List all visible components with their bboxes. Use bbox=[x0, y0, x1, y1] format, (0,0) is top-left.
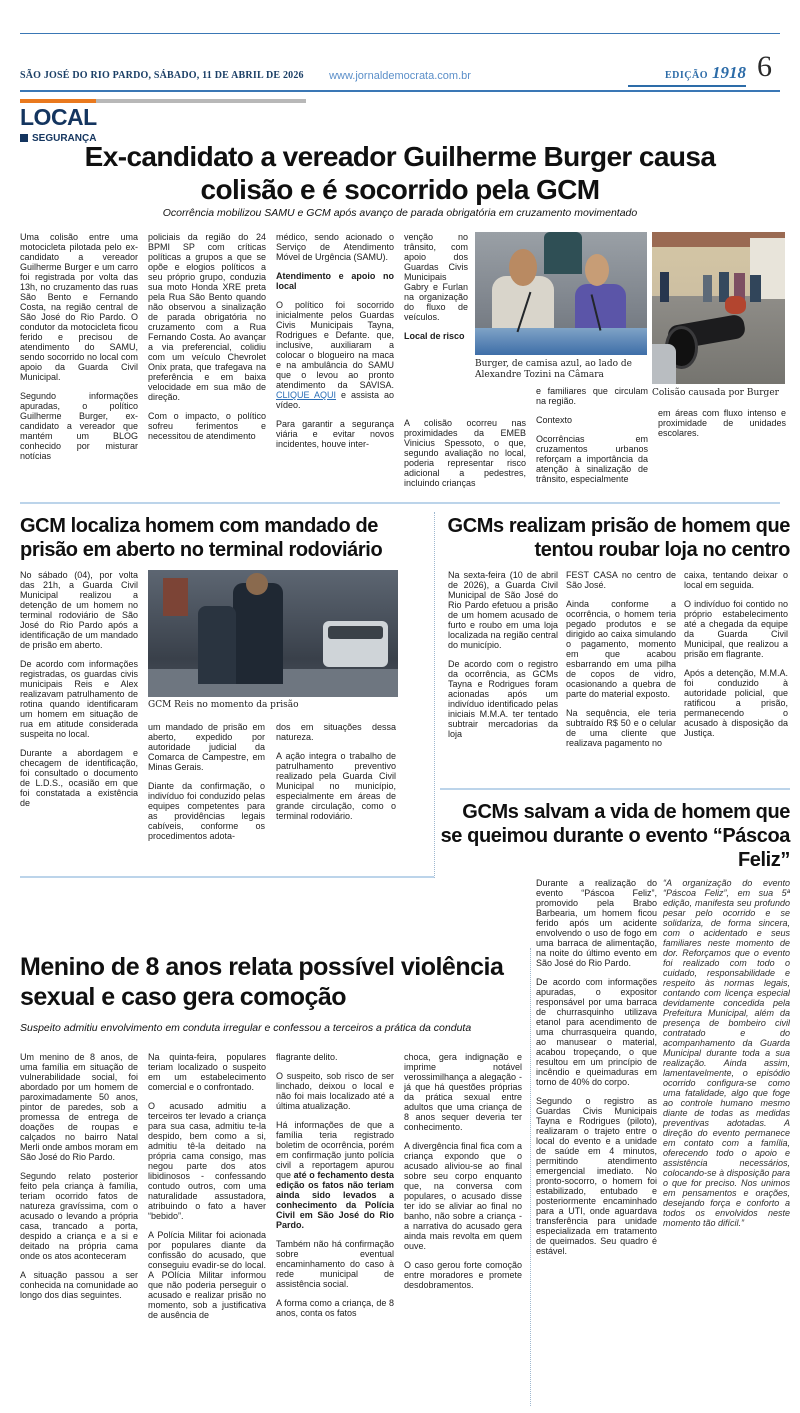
paragraph: Um menino de 8 anos, de uma família em situação de vulnerabilidade social, foi abordado por um homem de paroximadamente 50 anos, pintor de paredes, sob a promessa de entrega de doações de roupas e calçados no bairro Natal Merli onde ambos moram em São José do Rio Pardo. bbox=[20, 1052, 138, 1162]
paragraph: Após a detenção, M.M.A. foi conduzido à autoridade policial, que ratificou a prisão, permanecendo o acusado à disposição da Justiça. bbox=[684, 668, 788, 738]
photo1-caption: Burger, de camisa azul, ao lado de Alexandre Tozini na Câmara bbox=[475, 359, 632, 380]
bold-text-run: até o fechamento desta edição os fatos não teriam ainda sido levados a conhecimento da Polícia Civil em São José do Rio Pardo. bbox=[276, 1170, 394, 1230]
person-burger-head bbox=[509, 249, 537, 286]
article5-col4 bbox=[404, 1052, 522, 1404]
photo-prisao-terminal bbox=[148, 570, 398, 697]
article1-subhead: Ocorrência mobilizou SAMU e GCM após avanço de parada obrigatória em cruzamento movimentado bbox=[162, 207, 638, 219]
paragraph bbox=[276, 300, 394, 410]
article4-col1 bbox=[536, 878, 657, 1400]
paragraph: dos em situações dessa natureza. bbox=[276, 722, 396, 742]
article4-quote bbox=[663, 878, 790, 1402]
paragraph: Uma colisão entre uma motocicleta pilotada pelo ex-candidato a vereador Guilherme Burger e um carro foi registrada por volta das 13h, no cruzamento das ruas São Bento e Fernando Costa, na região central de São José do Rio Pardo. O condutor da motocicleta ficou ferido e precisou de atendimento do SAMU, sendo socorrido no local com apoio da Guarda Civil Municipal. bbox=[20, 232, 138, 382]
paragraph: caixa, tentando deixar o local em seguida. bbox=[684, 570, 788, 590]
article1-col5 bbox=[536, 386, 648, 500]
photo2-caption: Colisão causada por Burger bbox=[652, 388, 779, 398]
car-corner bbox=[652, 344, 676, 384]
terminal-wall bbox=[163, 578, 188, 616]
paragraph: Na sequência, ele teria subtraído R$ 50 e o celular de uma cliente que realizava pagamento no bbox=[566, 708, 676, 748]
article1-headline: Ex-candidato a vereador Guilherme Burger causa colisão e é socorrido pela GCM bbox=[84, 141, 716, 205]
divider-article2 bbox=[20, 876, 434, 878]
detainee bbox=[198, 606, 236, 685]
page-number: 6 bbox=[757, 50, 772, 83]
article1-col4-wide bbox=[404, 418, 526, 500]
section-accent-gray bbox=[96, 99, 306, 103]
article2-col1 bbox=[20, 570, 138, 876]
article2-col3 bbox=[276, 722, 396, 876]
paragraph: O indivíduo foi contido no próprio estabelecimento até a chegada da equipe da Guarda Civil Municipal, que realizou a prisão em flagrante. bbox=[684, 599, 788, 659]
paragraph: Na quinta-feira, populares teriam localizado o suspeito em um estabelecimento comercial e o confrontado. bbox=[148, 1052, 266, 1092]
paragraph: Durante a abordagem e checagem de identificação, foi consultado o documento de L.D.S., ocasião em que foi constatada a existência de bbox=[20, 748, 138, 808]
inline-subhead: Atendimento e apoio no local bbox=[276, 271, 394, 291]
paragraph: flagrante delito. bbox=[276, 1052, 338, 1062]
clique-aqui-link[interactable]: CLIQUE AQUI bbox=[276, 390, 337, 400]
paragraph: De acordo com o registro da ocorrência, as GCMs Tayna e Rodrigues foram acionadas após um indivíduo identificado pelas iniciais M.M.A. ter tentado subtrair mercadorias da loja bbox=[448, 659, 558, 739]
photo-burger-camara bbox=[475, 232, 647, 355]
paragraph: Para garantir a segurança viária e evitar novos incidentes, houve inter- bbox=[276, 419, 394, 449]
paragraph: A Polícia Militar foi acionada por populares diante da confissão do acusado, que conseguiu evadir-se do local. A POlícia Militar informou que não poderia perseguir o acusado e realizar prisão no momento, sob a justificativa de ausência de bbox=[148, 1230, 266, 1320]
article5-headline: Menino de 8 anos relata possível violência sexual e caso gera comoção bbox=[20, 953, 504, 1011]
section-title: LOCAL bbox=[20, 104, 97, 130]
paragraph: No sábado (04), por volta das 21h, a Guarda Civil Municipal realizou a detenção de um homem no terminal rodoviário de São José do Rio Pardo após a identificação de um mandado de prisão em aberto. bbox=[20, 570, 138, 650]
article3-col1 bbox=[448, 570, 558, 782]
paragraph: Segundo o registro as Guardas Civis Municipais Tayna e Rodrigues (piloto), realizaram o trajeto entre o local do evento e a unidade de saúde em 4 minutos, permitindo atendimento emergencial imediato. No pronto-socorro, o homem foi estabilizado, entubado e posteriormente encaminhado para a UTI, onde aguardava transferência para unidade especializada em tratamento de queimados. Seu quadro é estável. bbox=[536, 1096, 657, 1256]
paragraph: A situação passou a ser conhecida na comunidade ao longo dos dias seguintes. bbox=[20, 1270, 138, 1300]
masthead-edition bbox=[628, 63, 746, 87]
masthead-rule bbox=[20, 90, 780, 92]
paragraph: em áreas com fluxo intenso e proximidade de unidades escolares. bbox=[658, 408, 786, 438]
top-rule bbox=[20, 33, 780, 34]
divider-article3 bbox=[440, 788, 790, 790]
article3-col3 bbox=[684, 570, 788, 782]
paragraph: Com o impacto, o político sofreu ferimentos e necessitou de atendimento bbox=[148, 411, 266, 441]
photo3-caption: GCM Reis no momento da prisão bbox=[148, 700, 299, 710]
studio-desk bbox=[475, 328, 647, 355]
paragraph: De acordo com informações apuradas, o expositor responsável por uma barraca de churrasquinho utilizava etanol para acendimento de uma churrasqueira quando, ao manusear o material, acabou tropeçando, o que resultou em um princípio de incêndio e queimaduras em torno de 40% do corpo. bbox=[536, 977, 657, 1087]
paragraph: um mandado de prisão em aberto, expedido por autoridade judicial da Comarca de Campestre, em Minas Gerais. bbox=[148, 722, 265, 772]
paragraph: Segundo informações apuradas, o político Guilherme Burger, ex-candidato a vereador que mantém um BLOG conhecido por misturar notícias bbox=[20, 391, 138, 461]
divider-article1 bbox=[20, 502, 780, 504]
article5-col2 bbox=[148, 1052, 266, 1404]
paragraph: Ainda conforme a ocorrência, o homem teria pegado produtos e se dirigido ao caixa simulando o pagamento, momento em que acabou esbarrando em uma pilha de copos de vidro, ocasionando a quebra de parte do material exposto. bbox=[566, 599, 676, 699]
paragraph: O caso gerou forte comoção entre moradores e promete desdobramentos. bbox=[404, 1260, 522, 1290]
bystander bbox=[703, 275, 712, 302]
person-standing bbox=[544, 232, 582, 274]
article1-col1 bbox=[20, 232, 138, 500]
article2-col2 bbox=[148, 722, 265, 876]
bystander bbox=[750, 275, 761, 302]
section-accent-orange bbox=[20, 99, 96, 103]
photo-colisao bbox=[652, 232, 785, 384]
paragraph: Diante da confirmação, o indivíduo foi conduzido pelas equipes competentes para as providências legais cabíveis, conforme os procedimentos adota- bbox=[148, 781, 265, 841]
text-run: Há informações de que a família teria registrado boletim de ocorrência, porém em confirmação junto polícia civil a reportagem apurou que bbox=[276, 1120, 394, 1180]
bystander bbox=[660, 272, 669, 302]
text-run: e assista ao vídeo. bbox=[276, 390, 394, 410]
article3-col2 bbox=[566, 570, 676, 782]
article1-col3 bbox=[276, 232, 394, 500]
article5-col3 bbox=[276, 1052, 394, 1404]
paragraph: FEST CASA no centro de São José. bbox=[566, 570, 676, 590]
article1-col4-narrow bbox=[404, 232, 468, 416]
article2-headline: GCM localiza homem com mandado de prisão em aberto no terminal rodoviário bbox=[20, 515, 383, 561]
article1-col6 bbox=[658, 408, 786, 468]
paragraph: A forma como a criança, de 8 anos, conta os fatos bbox=[276, 1298, 394, 1318]
paragraph: Contexto bbox=[536, 415, 573, 425]
paragraph: médico, sendo acionado o Serviço de Atendimento Móvel de Urgência (SAMU). bbox=[276, 232, 394, 262]
paragraph: De acordo com informações registradas, os guardas civis municipais Reis e Alex realizavam patrulhamento de rotina quando identificaram um homem em situação de rua em atitude considerada suspeita no local. bbox=[20, 659, 138, 739]
paragraph bbox=[276, 1120, 394, 1230]
paragraph: O suspeito, sob risco de ser linchado, deixou o local e não foi mais localizado até a última atualização. bbox=[276, 1071, 394, 1111]
inline-subhead: Local de risco bbox=[404, 331, 465, 341]
article3-headline: GCMs realizam prisão de homem que tentou roubar loja no centro bbox=[447, 515, 790, 561]
gcm-officer-head bbox=[246, 573, 269, 596]
subsection-label: SEGURANÇA bbox=[32, 133, 97, 144]
masthead-date: SÃO JOSÉ DO RIO PARDO, SÁBADO, 11 DE ABRIL DE 2026 bbox=[20, 70, 304, 81]
patrol-car-windows bbox=[328, 626, 383, 639]
article5-subhead: Suspeito admitiu envolvimento em conduta irregular e confessou a terceiros a prática da conduta bbox=[20, 1022, 472, 1034]
paragraph: A colisão ocorreu nas proximidades da EMEB Vinicius Spessoto, o que, segundo avaliação no local, poderia representar risco adicional a pedestres, incluindo crianças bbox=[404, 418, 526, 488]
paragraph: Durante a realização do evento “Páscoa Feliz”, promovido pela Brabo Barbearia, um homem ficou ferido após um acidente envolvendo o uso de fogo em uma barraca de alimentação, na noite do último evento em São José do Rio Pardo. bbox=[536, 878, 657, 968]
article4-headline: GCMs salvam a vida de homem que se queimou durante o evento “Páscoa Feliz” bbox=[440, 801, 790, 871]
paragraph: Na sexta-feira (10 de abril de 2026), a Guarda Civil Municipal de São José do Rio Pardo efetuou a prisão de um homem acusado de furto e roubo em uma loja localizada na região central do município. bbox=[448, 570, 558, 650]
gcm-officer bbox=[233, 583, 283, 685]
article1-col2 bbox=[148, 232, 266, 500]
quote-paragraph: “A organização do evento “Páscoa Feliz”, em sua 5ª edição, manifesta seu profundo pesar pelo ocorrido e se solidariza, de forma sincera, com o acidentado e seus familiares neste momento de dor. Reforçamos que o evento foi realizado com todo o cuidado, responsabilidade e respeito às normas legais, contando com licença especial devidamente concedida pela Prefeitura Municipal, além da presença de bombeiro civil contratado e do acompanhamento da Guarda Municipal durante toda a sua realização. Ainda assim, lamentavelmente, o episódio ocorrido configura-se como uma fatalidade, algo que foge ao controle humano mesmo diante de todas as medidas preventivas adotadas. A direção do evento permanece em contato com a família, oferecendo todo o apoio e assistência necessários, colocando-se à disposição para o que for preciso. Nos unimos em pensamentos e orações, desejando força e conforto a todos os envolvidos neste momento tão difícil.” bbox=[663, 878, 790, 1228]
paragraph: Segundo relato posterior feito pela criança à família, teriam ocorrido fatos de natureza gravíssima, com o acusado o levando a própria casa, trancado a porta, despido a criança e a si e deitado na própria cama onde os atos aconteceram bbox=[20, 1171, 138, 1261]
paragraph: policiais da região do 24 BPMI SP com críticas políticas a grupos a que se opõe e elogios políticos a seu próprio grupo, conduzia sua moto Honda XRE preta pela Rua São Bento quando não observou a sinalização de parada obrigatória no cruzamento com a Rua Fernando Costa. Ao avançar a via preferencial, colidiu com um veículo Chevrolet Onix prata, que trafegava na preferência e em baixa velocidade em sua mão de direção. bbox=[148, 232, 266, 402]
paragraph: O acusado admitiu a terceiros ter levado a criança para sua casa, admitiu te-la despido, bem como a si, admitiu tê-la deitado na própria cama consigo, mas negou parte dos atos libidinosos - confessando contudo outros, com uma naturalidade assustadora, atribuindo o fato a haver “bebido”. bbox=[148, 1101, 266, 1221]
edition-number: 1918 bbox=[712, 63, 746, 82]
responder-kneeling bbox=[725, 296, 746, 314]
person-tozini-head bbox=[585, 254, 609, 286]
paragraph: A ação integra o trabalho de patrulhamento preventivo realizado pela Guarda Civil Municipal no município, especialmente em áreas de grande circulação, como o terminal rodoviário. bbox=[276, 751, 396, 821]
subsection-square-icon bbox=[20, 134, 28, 142]
masthead-website-link[interactable]: www.jornaldemocrata.com.br bbox=[329, 70, 471, 82]
paragraph: venção no trânsito, com apoio dos Guardas Civis Municipais Gabry e Furlan na organização do fluxo de veículos. bbox=[404, 232, 468, 322]
text-run: O político foi socorrido inicialmente pelos Guardas Civis Municipais Tayna, Rodrigues e Defante. que, inclusive, auxiliaram a colocar o blogueiro na maca e na ambulância do SAMU que o levou ao pronto atendimento da SAVISA. bbox=[276, 300, 394, 390]
column-rule-center bbox=[434, 512, 435, 878]
paragraph: choca, gera indignação e imprime notável verossimilhança a alegação - já que há questões próprias da prática sexual entre adultos que uma criança de 8 anos sequer deveria ter conhecimento. bbox=[404, 1052, 522, 1132]
paragraph: Ocorrências em cruzamentos urbanos reforçam a importância da atenção à sinalização de trânsito, especialmente bbox=[536, 434, 648, 484]
paragraph: A divergência final fica com a criança expondo que o acusado aliviou-se ao final sobre seu corpo enquanto que, na conversa com populares, o acusado disse ter ido se aliviar ao final no banho, não sobre a criança - a narrativa do acusado gera ainda mais revolta em quem ouve. bbox=[404, 1141, 522, 1251]
article5-col1 bbox=[20, 1052, 138, 1404]
edition-label: EDIÇÃO bbox=[664, 70, 708, 81]
paragraph: Também não há confirmação sobre eventual encaminhamento do caso à rede municipal de assistência social. bbox=[276, 1239, 394, 1289]
paragraph: e familiares que circulam na região. bbox=[536, 386, 648, 406]
column-rule-bottom bbox=[530, 948, 531, 1406]
